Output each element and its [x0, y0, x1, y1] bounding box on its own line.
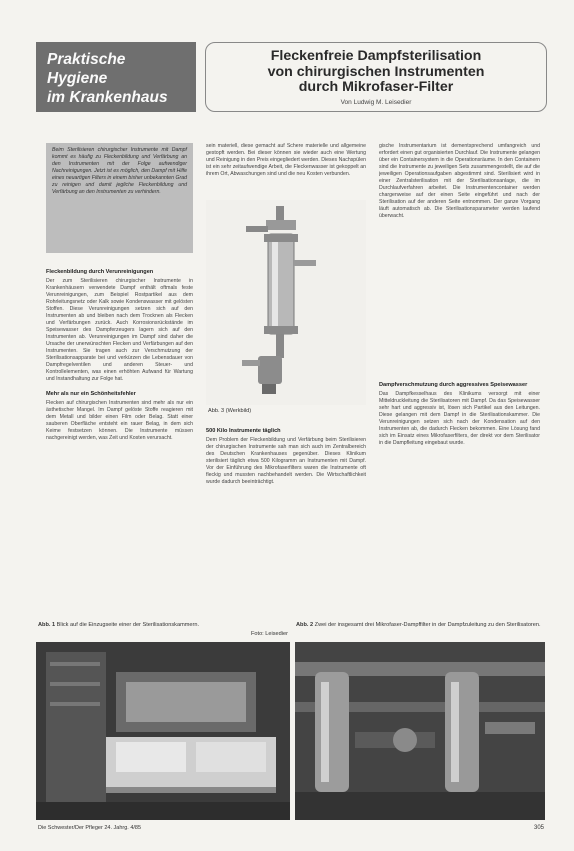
article-title-box [205, 42, 547, 112]
col3-paragraph-bottom: Das Dampfkesselhaus des Klinikums versorgt mit einer Mitteldruckleitung die Sterilisatoren mit Dampf. Da das Speisewasser sehr hart und aggressiv ist, lösen sich Partikel aus den Leitungen. Diese gelangen mit dem Dampf in die Sterilisationskammer. Die Verunreinigungen setzen sich nach der Kondensation auf den Instrumenten ab, die dadurch Flecken bekommen. Eine Lösung fand sich im Einsatz eines Mikrofaserfilters, der direkt vor dem Sterilisator in die Dampfleitung eingebaut wurde. [379, 391, 540, 446]
dampffilter-illustration [295, 642, 545, 820]
col1-heading-2: Mehr als nur ein Schönheitsfehler [46, 391, 136, 397]
figure-2-label: Abb. 2 [296, 622, 314, 628]
sterilizer-chamber-illustration [36, 642, 290, 820]
column-3-bottom [379, 378, 540, 616]
col3-heading: Dampfverschmutzung durch aggressives Speisewasser [379, 382, 528, 388]
filter-photo [206, 200, 366, 405]
figure-2-caption [296, 622, 542, 629]
col2-paragraph-bottom: Dem Problem der Fleckenbildung und Verfärbung beim Sterilisieren der chirurgischen Instrumente sah man sich auch im Zentralbereich des Deutschen Krankenhauses gegenüber. Dieses Klinikum sterilisiert täglich etwa 500 Kilogramm an Instrumenten mit Dampf. Vor der Einführung des Mikrofaserfilters waren die Instrumente oft fleckig und mussten nachbehandelt werden. Die Wirtschaftlichkeit wurde dadurch beeinträchtigt. [206, 437, 366, 485]
column-1 [46, 265, 193, 615]
col3-paragraph-top: gische Instrumentarium ist dementsprechend umfangreich und erfordert einen gut organisierten Durchlauf. Die Instrumente gelangen über ein Containersystem in die Operationsräume. In den Containern sind die Instrumente zu jeweiligen Sets zusammengestellt, die auf die jeweiligen Operationsaufgaben abgestimmt sind. Sterilisiert wird in einer Zentralsterilisation mit der Sterilisationsanlage, die im Durchlaufverfahren arbeitet. Die Instrumentencontainer werden chargenweise auf der einen Seite eingeführt und nach der Sterilisation auf der anderen Seite entnommen. Der ganze Vorgang läuft automatisch ab. Die Sterilisationsparameter werden laufend überwacht. [379, 143, 540, 219]
author-byline: Von Ludwig M. Leisedier [340, 98, 412, 106]
title-line-1: Fleckenfreie Dampfsterilisation [270, 48, 482, 64]
figure-1-credit: Foto: Leisedier [250, 631, 288, 637]
column-2-top [206, 143, 366, 199]
intro-box: Beim Sterilisieren chirurgischer Instrumente mit Dampf kommt es häufig zu Fleckenbildung und Verfärbung an den Instrumenten mit der Folge aufwendiger Nachreinigungen. Jetzt ist es möglich, den Dampf mit Hilfe eines neuartigen Filters in einem bisher unbekannten Grad zu reinigen und damit jegliche Fleckenbildung und Verfärbung an den Instrumenten zu verhindern. [46, 143, 193, 253]
col2-heading: 500 Kilo Instrumente täglich [206, 428, 281, 434]
col1-heading-1: Fleckenbildung durch Verunreinigungen [46, 269, 154, 275]
page-number: 305 [533, 825, 544, 831]
column-2-bottom [206, 424, 366, 616]
figure-1-text: Blick auf die Einzugseite einer der Sterilisationskammern. [56, 622, 200, 628]
banner-line-1: Praktische [47, 51, 126, 68]
footer-journal: Die Schwester/Der Pfleger 24. Jahrg. 4/85 [38, 825, 142, 831]
section-banner [36, 42, 196, 112]
filter-illustration [206, 200, 366, 405]
title-line-2: von chirurgischen Instrumenten [267, 63, 485, 80]
col2-paragraph-top: sein materiell, diese gemacht auf Schere materielle und allgemeine gestopft werden. Bei dieser können sie wieder auch eine Wertung und Reinigung in den Preis eingegliedert werden. Dieses Nachspülen ist ein sehr zeitaufwendige Arbeit, die Fleckenwasser ist gekoppelt an ihrem Ort, Abwaschungen sind und die neu Kosten verbunden. [206, 143, 366, 177]
figure-1-label: Abb. 1 [38, 622, 56, 628]
dampffilter-photo [295, 642, 545, 820]
figure-3-caption: Abb. 3 (Werkbild) [208, 408, 252, 414]
figure-2-text: Zwei der insgesamt drei Mikrofaser-Dampffilter in der Dampfzuleitung zu den Sterilisatoren. [314, 622, 541, 628]
column-3-top [379, 143, 540, 373]
col1-paragraph-2: Flecken auf chirurgischen Instrumenten sind mehr als nur ein ästhetischer Mangel. Im Dampf gelöste Stoffe reagieren mit dem Metall und bilder einen Film oder Belag. Statt einer sauberen Oberfläche entsteht ein rauer Belag, in dem sich Keime festsetzen können. Die Instrumente müssen nachgereinigt werden, was Zeit und Kosten verursacht. [46, 400, 193, 441]
figure-1-caption [38, 622, 286, 629]
title-line-3: durch Mikrofaser-Filter [298, 79, 454, 95]
col1-paragraph-1: Der zum Sterilisieren chirurgischer Instrumente in Krankenhäusern verwendete Dampf enthält oftmals feste Verunreinigungen, zum Beispiel Rostpartikel aus dem Rohrleitungsnetz oder Kalk sowie Kondenswasser mit gelösten Stoffen. Diese Verunreinigungen setzen sich auf den Instrumenten ab und bleiben nach dem Trocknen als Flecken und Verfärbungen zurück. Auch Korrosionsrückstände im Speisewasser des Dampferzeugers lagern sich auf den Instrumenten ab. Verunreinigungen im Dampf sind daher die Ursache der unerwünschten Flecken und Verfärbungen auf den Instrumenten. Sie tragen auch zur Verschmutzung der Sterilisationsapparate bei und verkürzen die Lebensdauer von Dampfregelventilen und anderen Steuer- und Kontrollelementen, was einen erhöhten Aufwand für Wartung und Instandhaltung zur Folge hat. [46, 278, 193, 382]
banner-line-2: Hygiene [47, 70, 108, 87]
banner-line-3: im Krankenhaus [47, 89, 168, 106]
sterilizer-chamber-photo [36, 642, 290, 820]
